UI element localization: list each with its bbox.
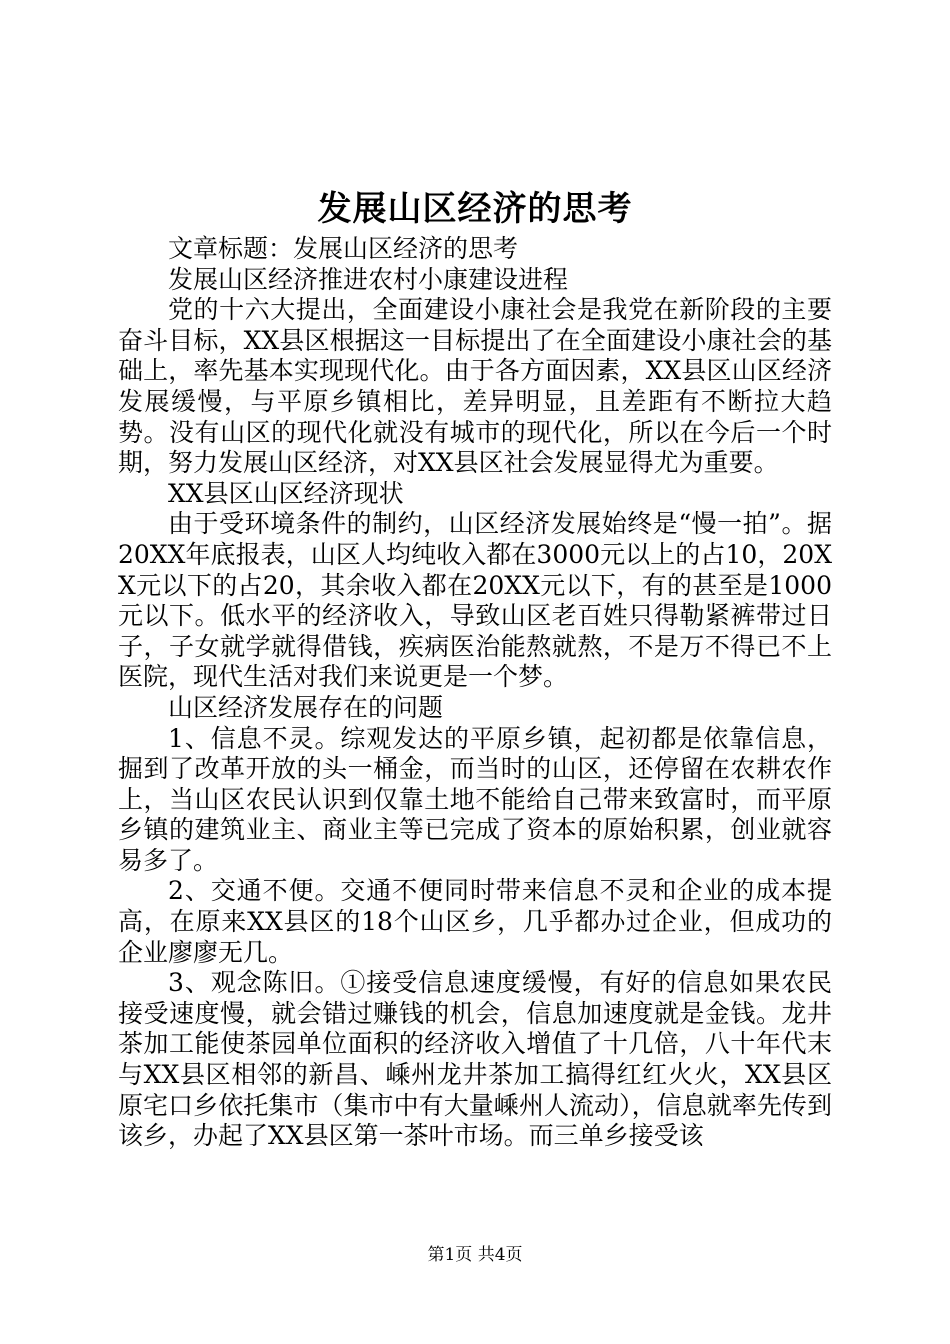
section-heading-current-status: XX县区山区经济现状 bbox=[168, 478, 404, 508]
paragraph-subtitle: 发展山区经济推进农村小康建设进程 bbox=[168, 264, 569, 294]
paragraph-problem-information: 1、信息不灵。综观发达的平原乡镇，起初都是依靠信息，掘到了改革开放的头一桶金，而当时的山区，还停留在农耕农作上，当山区农民认识到仅靠土地不能给自己带来致富时，而平原乡镇的建筑业主、商业主等已完成了资本的原始积累，创业就容易多了。 bbox=[118, 723, 832, 875]
section-heading-problems: 山区经济发展存在的问题 bbox=[168, 692, 444, 722]
page-number-footer: 第1页 共4页 bbox=[427, 1245, 523, 1265]
paragraph-problem-transport: 2、交通不便。交通不便同时带来信息不灵和企业的成本提高，在原来XX县区的18个山区乡，几乎都办过企业，但成功的企业廖廖无几。 bbox=[118, 876, 832, 967]
document-title: 发展山区经济的思考 bbox=[317, 189, 633, 229]
paragraph-current-status: 由于受环境条件的制约，山区经济发展始终是“慢一拍”。据20XX年底报表，山区人均纯收入都在3000元以上的占10，20XX元以下的占20，其余收入都在20XX元以下，有的甚至是1000元以下。低水平的经济收入，导致山区老百姓只得勒紧裤带过日子，子女就学就得借钱，疾病医治能熬就熬，不是万不得已不上医院，现代生活对我们来说更是一个梦。 bbox=[118, 509, 832, 692]
paragraph-article-title: 文章标题：发展山区经济的思考 bbox=[168, 234, 519, 263]
paragraph-intro: 党的十六大提出，全面建设小康社会是我党在新阶段的主要奋斗目标，XX县区根据这一目标提出了在全面建设小康社会的基础上，率先基本实现现代化。由于各方面因素，XX县区山区经济发展缓慢，与平原乡镇相比，差异明显，且差距有不断拉大趋势。没有山区的现代化就没有城市的现代化，所以在今后一个时期，努力发展山区经济，对XX县区社会发展显得尤为重要。 bbox=[118, 295, 832, 478]
document-body bbox=[118, 234, 832, 1152]
paragraph-problem-mindset: 3、观念陈旧。①接受信息速度缓慢，有好的信息如果农民接受速度慢，就会错过赚钱的机会，信息加速度就是金钱。龙井茶加工能使茶园单位面积的经济收入增值了十几倍，八十年代末与XX县区相邻的新昌、嵊州龙井茶加工搞得红红火火，XX县区原宅口乡依托集市（集市中有大量嵊州人流动），信息就率先传到该乡，办起了XX县区第一茶叶市场。而三单乡接受该 bbox=[118, 968, 832, 1151]
